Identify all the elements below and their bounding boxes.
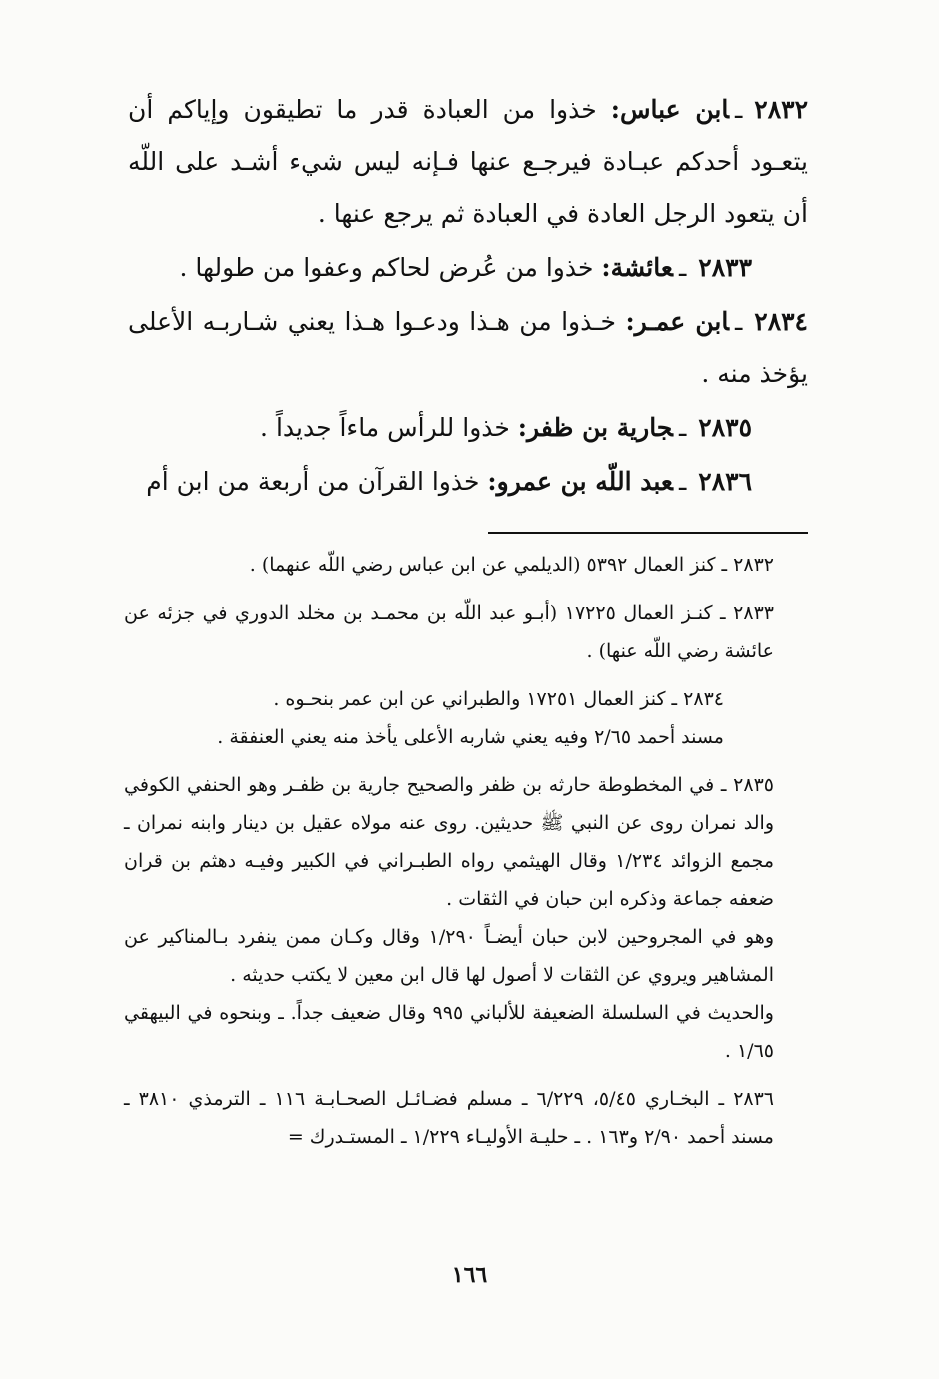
narrator-name: جارية بن ظفر: <box>517 413 673 442</box>
footnote-2834 <box>124 680 808 756</box>
footnote-line: ٢٨٣٤ ـ كنز العمال ١٧٢٥١ والطبراني عن ابن عمر بنحـوه . <box>273 688 724 710</box>
page-number: ١٦٦ <box>451 1262 488 1288</box>
entry-number: ٢٨٣٢ <box>754 95 809 124</box>
footnote-line: ٢٨٣٣ ـ كنـز العمال ١٧٢٢٥ (أبـو عبد اللّه بن محمـد بن مخلد الدوري في جزئه عن عائشة رضي اللّه عنها) . <box>124 602 774 662</box>
entry-number: ٢٨٣٥ <box>698 413 752 442</box>
entry-text: خذوا من العبادة قدر ما تطيقون وإياكم أن يتعـود أحدكم عبـادة فيرجـع عنها فـإنه ليس شيء أشـد على اللّه أن يتعود الرجل العادة في العبادة ثم يرجع عنها . <box>128 95 808 228</box>
entry-2833: ٢٨٣٣ـعائشة: خذوا من عُرض لحاكم وعفوا من طولها . <box>179 253 752 282</box>
entry-number: ٢٨٣٣ <box>698 253 752 282</box>
footnote-line: والحديث في السلسلة الضعيفة للألباني ٩٩٥ وقال ضعيف جداً. ـ وبنحوه في البيهقي ١/٦٥ . <box>124 1002 774 1062</box>
entry-2836: ٢٨٣٦ـعبد اللّه بن عمرو: خذوا القرآن من أربعة من ابن أم <box>146 467 752 496</box>
footnote-line: ٢٨٣٦ ـ البخـاري ٥/٤٥، ٦/٢٢٩ ـ مسلم فضـائـل الصحـابـة ١١٦ ـ الترمذي ٣٨١٠ ـ مسند أحمد ٢/٩٠ و١٦٣ . ـ حليـة الأوليـاء ١/٢٢٩ ـ المستـدرك = <box>124 1088 775 1148</box>
footnote-2835 <box>124 766 808 1070</box>
footnote-line: وهو في المجروحين لابن حبان أيضـاً ١/٢٩٠ وقال وكـان ممن ينفرد بـالمناكير عن المشاهير ويروي عن الثقات لا أصول لها قال ابن معين لا يكتب حديثه . <box>124 926 775 986</box>
entry-number: ٢٨٣٤ <box>754 307 808 336</box>
footnote-line: ٢٨٣٢ ـ كنز العمال ٥٣٩٢ (الديلمي عن ابن عباس رضي اللّه عنهما) . <box>249 554 774 576</box>
entry-2835: ٢٨٣٥ـجارية بن ظفر: خذوا للرأس ماءاً جديداً . <box>260 413 752 442</box>
entry-text: خذوا من عُرض لحاكم وعفوا من طولها . <box>179 253 594 282</box>
footnote-2836 <box>124 1080 808 1156</box>
entry-2834: ٢٨٣٤ـابن عمـر: خـذوا من هـذا ودعـوا هـذا يعني شـاربـه الأعلى يؤخذ منه . <box>128 307 808 388</box>
footnote-line: ٢٨٣٥ ـ في المخطوطة حارثه بن ظفر والصحيح جارية بن ظفـر وهو الحنفي الكوفي والد نمران روى عن النبي ﷺ حديثين. روى عنه مولاه عقيل بن دينار وابنه نمران ـ مجمع الزوائد ١/٢٣٤ وقال الهيثمي رواه الطبـراني في الكبير وفيـه دهثم بن قران ضعفه جماعة وذكره ابن حبان في الثقات . <box>124 774 774 910</box>
main-text <box>128 84 808 510</box>
footnote-2832 <box>124 546 808 584</box>
footnote-2833 <box>124 594 808 670</box>
entry-text: خذوا القرآن من أربعة من ابن أم <box>146 467 480 496</box>
footnotes <box>124 546 808 1166</box>
entry-text: خـذوا من هـذا ودعـوا هـذا يعني شـاربـه الأعلى يؤخذ منه . <box>128 307 808 388</box>
narrator-name: ابن عمـر: <box>625 307 729 336</box>
entry-2832: ٢٨٣٢ـابن عباس: خذوا من العبادة قدر ما تطيقون وإياكم أن يتعـود أحدكم عبـادة فيرجـع عنها فـإنه ليس شيء أشـد على اللّه أن يتعود الرجل العادة في العبادة ثم يرجع عنها . <box>128 95 809 228</box>
entry-number: ٢٨٣٦ <box>698 467 752 496</box>
narrator-name: ابن عباس: <box>610 95 729 124</box>
entry-text: خذوا للرأس ماءاً جديداً . <box>260 413 510 442</box>
footnote-separator <box>488 532 808 534</box>
footnote-line: مسند أحمد ٢/٦٥ وفيه يعني شاربه الأعلى يأخذ منه يعني العنفقة . <box>217 726 724 748</box>
narrator-name: عائشة: <box>601 253 673 282</box>
narrator-name: عبد اللّه بن عمرو: <box>487 467 673 496</box>
